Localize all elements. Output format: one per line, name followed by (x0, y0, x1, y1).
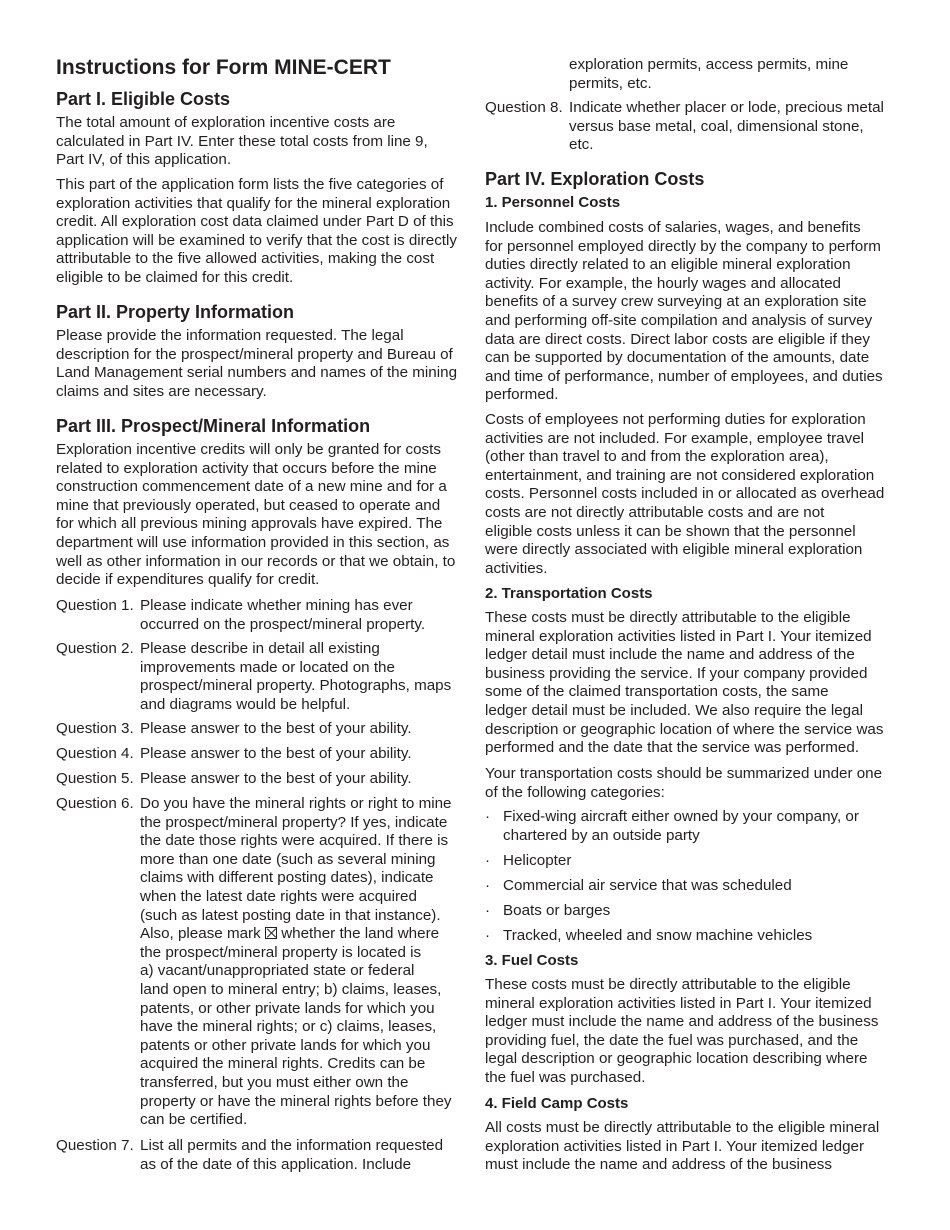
part3-paragraph-1: Exploration incentive credits will only be granted for costs related to exploration activity that occurs before the mine construction commencement date of a new mine and for a mine that previously operated, but ceased to operate and for which all previous mining approvals have expired. The department will use information provided in this section, as well as other information in our records or that we obtain, to decide if expenditures qualify for credit. (56, 441, 456, 589)
question-label: Question 8. (485, 99, 563, 116)
question-label: Question 3. (56, 720, 134, 737)
transportation-paragraph-1: These costs must be directly attributable to the eligible mineral exploration activities listed in Part I. Your itemized ledger detail must include the name and address of the business providing the service. If your company provided some of the claimed transportation costs, the same ledger detail must be included. We also require the legal description or geographic location of where the service was performed and the date that the service was performed. (485, 609, 884, 757)
part1-paragraph-2: This part of the application form lists the five categories of exploration activities that qualify for the mineral exploration credit. All exploration cost data claimed under Part D of this application will be examined to verify that the cost is directly attributable to the five allowed activities, making the cost eligible to be claimed for this credit. (56, 176, 457, 286)
bullet-icon: · (485, 877, 491, 894)
bullet-icon: · (485, 808, 491, 825)
part4-heading: Part IV. Exploration Costs (485, 169, 705, 189)
bullet-icon: · (485, 902, 491, 919)
part1-paragraph-1: The total amount of exploration incentive costs are calculated in Part IV. Enter these total costs from line 9, Part IV, of this application. (56, 114, 428, 169)
part3-heading: Part III. Prospect/Mineral Information (56, 416, 371, 436)
personnel-costs-heading: 1. Personnel Costs (485, 194, 621, 211)
part2-heading: Part II. Property Information (56, 302, 295, 322)
bullet-icon: · (485, 927, 491, 944)
question-label: Question 2. (56, 640, 134, 657)
bullet-icon: · (485, 852, 491, 869)
question-label: Question 7. (56, 1137, 134, 1154)
field-camp-costs-heading: 4. Field Camp Costs (485, 1095, 629, 1112)
fuel-paragraph-1: These costs must be directly attributable to the eligible mineral exploration activities listed in Part I. Your itemized ledger must include the name and address of the business providing fuel, the date the fuel was purchased, and the legal description or geographic location describing where the fuel was purchased. (485, 976, 879, 1086)
part2-paragraph-1: Please provide the information requested. The legal description for the prospect/mineral property and Bureau of Land Management serial numbers and names of the mining claims and sites are necessary. (56, 327, 458, 400)
page-title: Instructions for Form MINE-CERT (56, 56, 391, 79)
transportation-costs-heading: 2. Transportation Costs (485, 585, 653, 602)
personnel-paragraph-2: Costs of employees not performing duties for exploration activities are not included. For example, employee travel (other than travel to and from the exploration area), entertainment, and training are not considered exploration costs. Personnel costs included in or allocated as overhead costs are not directly attributable costs and are not eligible costs unless it can be shown that the personnel were directly associated with eligible mineral exploration activities. (485, 411, 885, 577)
question-label: Question 1. (56, 597, 134, 614)
field-camp-paragraph-1: All costs must be directly attributable to the eligible mineral exploration activities listed in Part I. Your itemized ledger must include the name and address of the business (485, 1119, 880, 1174)
personnel-paragraph-1: Include combined costs of salaries, wages, and benefits for personnel employed directly by the company to perform duties directly related to an eligible mineral exploration activity. For example, the hourly wages and allocated benefits of a survey crew surveying at an exploration site and performing off-site compilation and analysis of survey data are direct costs. Direct labor costs are eligible if they can be supported by documentation of the amounts, date and time of performance, number of employees, and duties performed. (485, 219, 883, 404)
fuel-costs-heading: 3. Fuel Costs (485, 952, 579, 969)
question-7-continued: exploration permits, access permits, mine permits, etc. (569, 56, 849, 92)
question-label: Question 4. (56, 745, 134, 762)
part1-heading: Part I. Eligible Costs (56, 89, 231, 109)
question-label: Question 6. (56, 795, 134, 812)
question-label: Question 5. (56, 770, 134, 787)
transportation-paragraph-2: Your transportation costs should be summarized under one of the following categories: (485, 765, 883, 801)
checked-box-icon (265, 927, 277, 939)
